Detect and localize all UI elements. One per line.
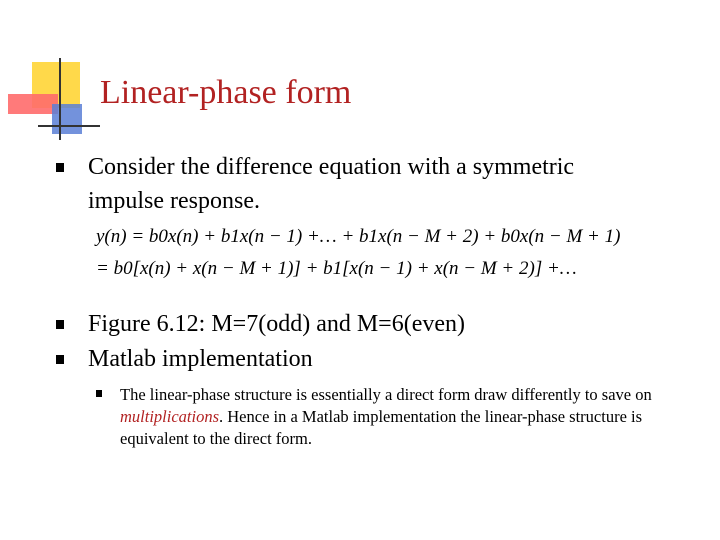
sub-bullet-text-b: . Hence in a Matlab implementation the linear-phase structure is equivalent to the direct form. [120, 407, 643, 448]
equation-line-1 [96, 226, 636, 248]
bullet-marker [56, 320, 64, 329]
equation-line-2 [96, 258, 636, 280]
equation-text: = b0[x(n) + x(n − M + 1)] + b1[x(n − 1) + x(n − M + 2)] +… [96, 258, 577, 279]
highlight-multiplications: multiplications [120, 407, 219, 426]
equation-text: y(n) = b0x(n) + b1x(n − 1) +… + b1x(n − M + 2) + b0x(n − M + 1) [96, 226, 621, 247]
bullet-text-continued: impulse response. [88, 188, 260, 214]
bullet-marker [56, 355, 64, 364]
slide-title: Linear-phase form [100, 74, 352, 111]
corner-decoration [0, 0, 110, 150]
bullet-marker [56, 163, 64, 172]
bullet-text: Matlab implementation [88, 346, 313, 372]
bullet-text: Figure 6.12: M=7(odd) and M=6(even) [88, 311, 466, 337]
bullet-text: Consider the difference equation with a symmetric [88, 154, 575, 180]
sub-bullet-marker [96, 390, 102, 397]
sub-bullet-text [120, 384, 710, 450]
sub-bullet-text-a: The linear-phase structure is essentially a direct form draw differently to save on [120, 385, 652, 404]
